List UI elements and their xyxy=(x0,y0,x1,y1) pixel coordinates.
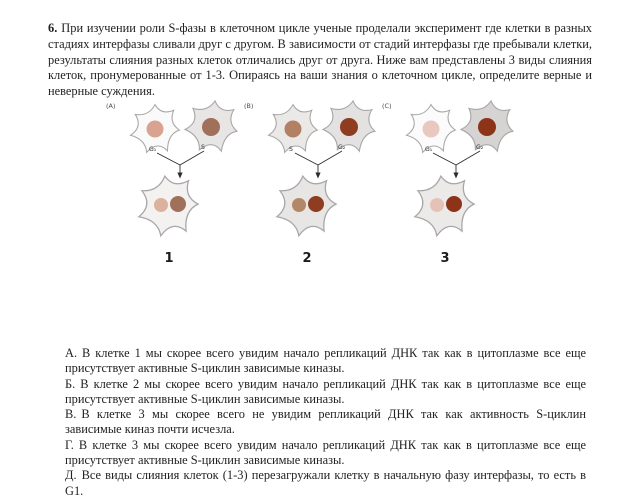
option-g xyxy=(65,438,586,469)
option-letter: Д. xyxy=(65,468,77,483)
fused-nucleus-right xyxy=(170,196,186,212)
option-v xyxy=(65,407,586,438)
nucleus-right xyxy=(478,118,496,136)
fusion-line-left xyxy=(295,153,318,165)
phase-label-right: G₂ xyxy=(338,144,346,151)
option-d xyxy=(65,468,586,499)
fusion-line-left xyxy=(157,153,180,165)
fusion-panel-c xyxy=(376,97,514,266)
phase-label-left: G₁ xyxy=(149,146,157,153)
fusion-panel-b xyxy=(238,97,376,266)
fusion-number: 2 xyxy=(302,251,312,266)
fused-nucleus-right xyxy=(446,196,462,212)
fusion-line-right xyxy=(180,151,204,165)
fusion-panel-b-figure xyxy=(238,97,376,247)
option-letter: Б. xyxy=(65,376,76,391)
nucleus-left xyxy=(147,121,164,138)
fusion-diagrams xyxy=(100,97,514,266)
option-letter: А. xyxy=(65,346,78,360)
fusion-line-left xyxy=(433,153,456,165)
fusion-number: 1 xyxy=(164,251,174,266)
question-paragraph xyxy=(48,21,592,99)
fusion-arrowhead-icon xyxy=(177,173,182,179)
fusion-line-right xyxy=(456,151,480,165)
fusion-arrowhead-icon xyxy=(453,173,458,179)
fusion-number: 3 xyxy=(440,251,450,266)
phase-label-right: S xyxy=(201,144,205,151)
phase-label-left: G₁ xyxy=(425,146,433,153)
nucleus-left xyxy=(285,121,302,138)
phase-label-right: G₂ xyxy=(476,144,484,151)
option-text: В клетке 3 мы скорее всего не увидим репликаций ДНК так как активность S-циклин зависимые киназ почти исчезла. xyxy=(65,407,586,437)
option-text: Все виды слияния клеток (1-3) перезагружали клетку в начальную фазу интерфазы, то есть в G1. xyxy=(65,468,586,498)
nucleus-right xyxy=(340,118,358,136)
option-a xyxy=(65,346,586,377)
fusion-arrowhead-icon xyxy=(315,173,320,179)
fusion-line-right xyxy=(318,151,342,165)
nucleus-right xyxy=(202,118,220,136)
option-text: В клетке 2 мы скорее всего увидим начало репликаций ДНК так как в цитоплазме все еще присутствует активные S-циклин зависимые киназы. xyxy=(65,376,586,406)
phase-label-left: S xyxy=(289,146,293,153)
panel-letter: (A) xyxy=(106,102,116,110)
answer-options xyxy=(65,346,586,499)
option-b xyxy=(65,377,586,408)
question-number: 6. xyxy=(48,21,58,36)
fusion-panel-a-figure xyxy=(100,97,238,247)
fusion-panel-c-figure xyxy=(376,97,514,247)
fusion-panel-a xyxy=(100,97,238,266)
fused-nucleus-left xyxy=(430,198,444,212)
option-letter: В. xyxy=(65,407,77,422)
option-text: В клетке 3 мы скорее всего увидим начало репликаций ДНК так как в цитоплазме все еще присутствует активные S-циклин зависимые киназы. xyxy=(65,437,586,468)
option-letter: Г. xyxy=(65,437,74,452)
question-text: При изучении роли S-фазы в клеточном цикле ученые проделали эксперимент где клетки в разных стадиях интерфазы сливали друг с другом. В зависимости от стадий интерфазы где пребывали клетки, результаты слияния разных клеток отличались друг от друга. Ниже вам представлены 3 виды слияния клеток, пронумерованные от 1-3. Опираясь на ваши знания о клеточном цикле, определите верные и неверные суждения. xyxy=(48,21,592,98)
panel-letter: (C) xyxy=(382,102,392,110)
nucleus-left xyxy=(423,121,440,138)
fused-nucleus-left xyxy=(292,198,306,212)
option-text: В клетке 1 мы скорее всего увидим начало репликаций ДНК так как в цитоплазме все еще присутствует активные S-циклин зависимые киназы. xyxy=(65,346,586,376)
fused-nucleus-left xyxy=(154,198,168,212)
fused-nucleus-right xyxy=(308,196,324,212)
panel-letter: (B) xyxy=(244,102,254,110)
